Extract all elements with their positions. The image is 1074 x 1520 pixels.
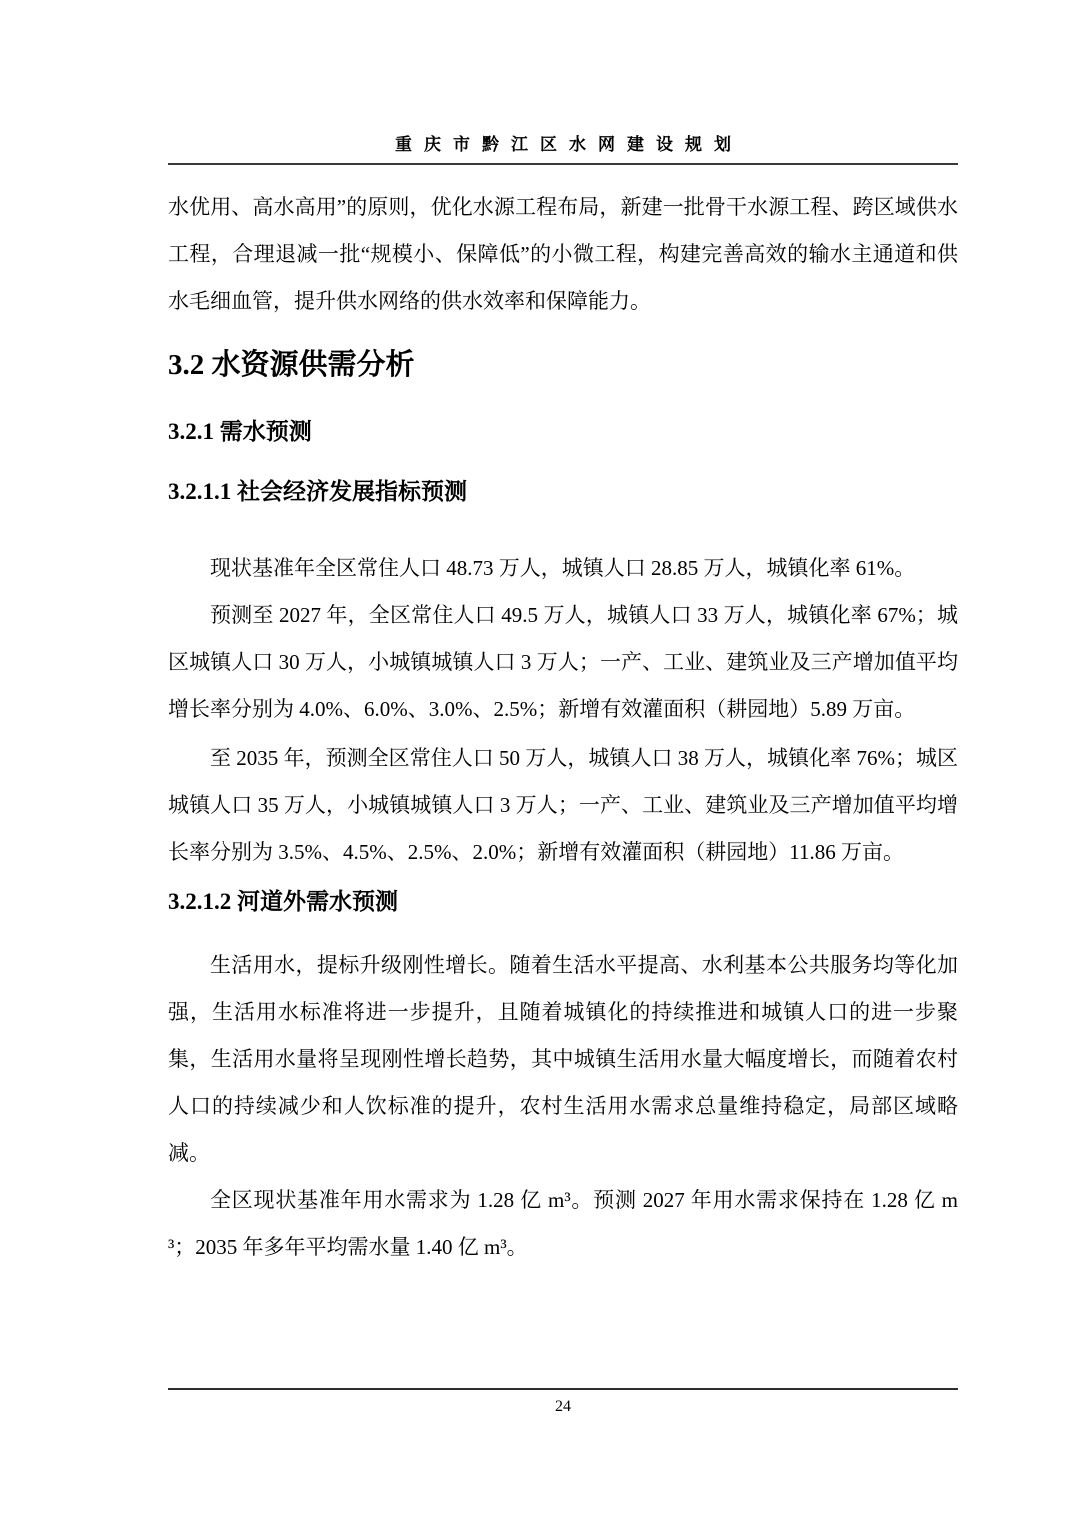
document-title: 重庆市黔江区水网建设规划 <box>395 135 743 154</box>
heading-3-2-1-1-socioeconomic-indicator-forecast: 3.2.1.1 社会经济发展指标预测 <box>168 479 467 504</box>
paragraph-forecast-2035: 至 2035 年，预测全区常住人口 50 万人，城镇人口 38 万人，城镇化率 76%；城区城镇人口 35 万人，小城镇城镇人口 3 万人；一产、工业、建筑业及三产增加值平均增长率分别为 3.5%、4.5%、2.5%、2.0%；新增有效灌面积（耕园地）11.86 万亩。 <box>168 746 958 864</box>
paragraph-forecast-2027: 预测至 2027 年，全区常住人口 49.5 万人，城镇人口 33 万人，城镇化率 67%；城区城镇人口 30 万人，小城镇城镇人口 3 万人；一产、工业、建筑业及三产增加值平均增长率分别为 4.0%、6.0%、3.0%、2.5%；新增有效灌面积（耕园地）5.89 万亩。 <box>168 603 958 721</box>
paragraph-baseline-year: 现状基准年全区常住人口 48.73 万人，城镇人口 28.85 万人，城镇化率 61%。 <box>210 556 916 580</box>
page-number: 24 <box>555 1398 571 1415</box>
heading-3-2-1-2-out-of-river-water-demand-forecast: 3.2.1.2 河道外需水预测 <box>168 889 398 914</box>
paragraph-domestic-water: 生活用水，提标升级刚性增长。随着生活水平提高、水利基本公共服务均等化加强，生活用水标准将进一步提升，且随着城镇化的持续推进和城镇人口的进一步聚集，生活用水量将呈现刚性增长趋势，其中城镇生活用水量大幅度增长，而随着农村人口的持续减少和人饮标准的提升，农村生活用水需求总量维持稳定，局部区域略减。 <box>168 953 958 1165</box>
paragraph-total-water-demand: 全区现状基准年用水需求为 1.28 亿 m³。预测 2027 年用水需求保持在 1.28 亿 m³；2035 年多年平均需水量 1.40 亿 m³。 <box>168 1188 958 1259</box>
heading-3-2-1-water-demand-forecast: 3.2.1 需水预测 <box>168 419 312 444</box>
heading-3-2-water-supply-demand-analysis: 3.2 水资源供需分析 <box>168 349 415 381</box>
page-header <box>168 0 958 165</box>
paragraph-carryover: 水优用、高水高用”的原则，优化水源工程布局，新建一批骨干水源工程、跨区域供水工程，合理退减一批“规模小、保障低”的小微工程，构建完善高效的输水主通道和供水毛细血管，提升供水网络的供水效率和保障能力。 <box>168 195 958 313</box>
page-footer <box>168 1388 958 1417</box>
page-content <box>168 0 958 1271</box>
